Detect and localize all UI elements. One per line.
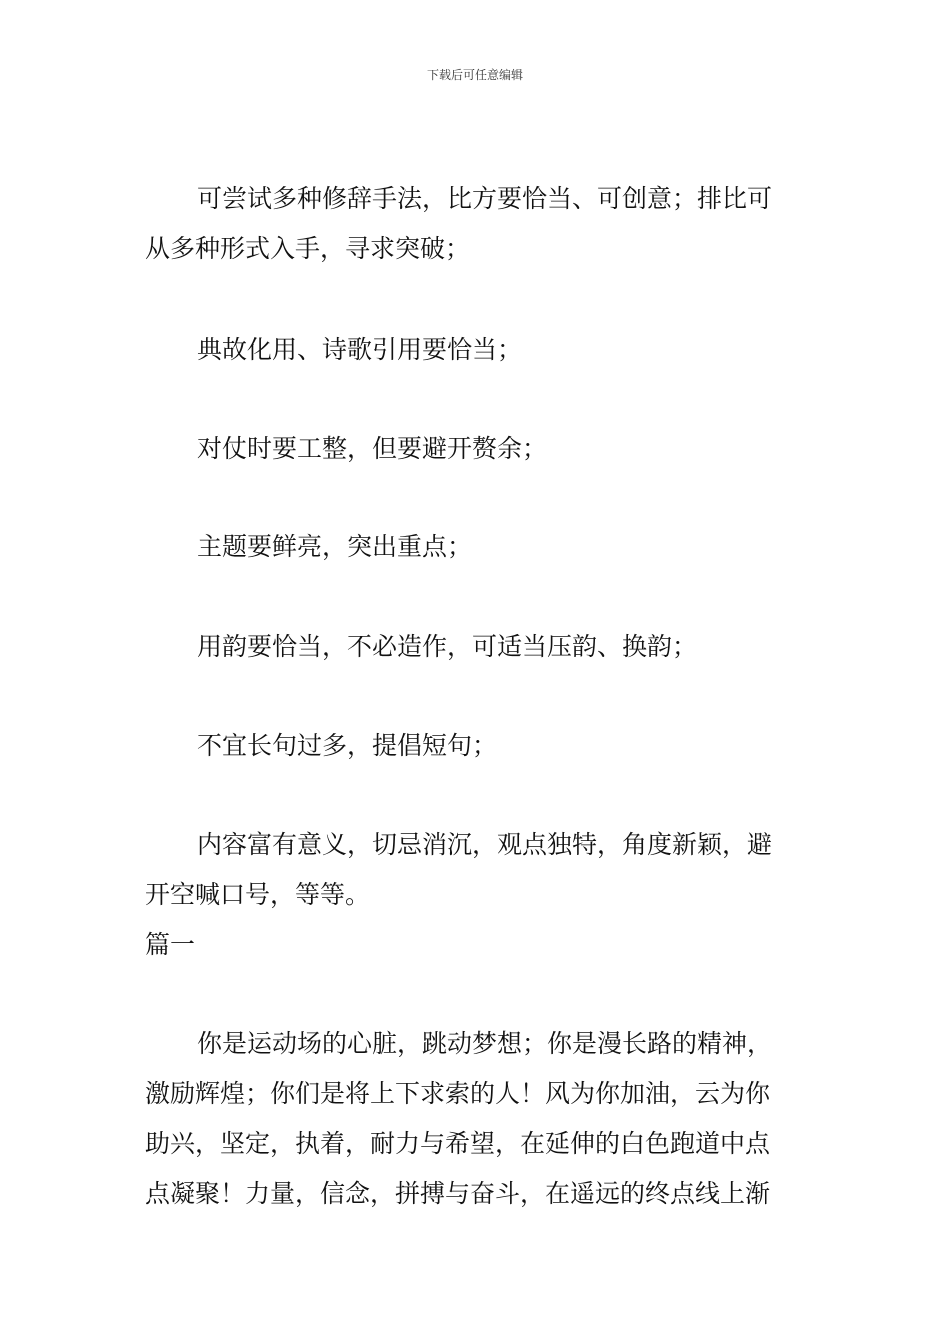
- paragraph-line: 开空喊口号，等等。: [145, 880, 371, 909]
- section-heading: 篇一: [145, 930, 196, 959]
- paragraph-line: 内容富有意义，切忌消沉，观点独特，角度新颖，避: [197, 830, 773, 859]
- paragraph-line: 用韵要恰当，不必造作，可适当压韵、换韵；: [197, 632, 698, 661]
- paragraph-line: 从多种形式入手，寻求突破；: [145, 234, 471, 263]
- paragraph-line: 激励辉煌；你们是将上下求索的人！风为你加油，云为你: [145, 1079, 771, 1108]
- page-header: 下载后可任意编辑: [426, 68, 523, 82]
- paragraph-line: 主题要鲜亮，突出重点；: [197, 532, 473, 561]
- paragraph-line: 可尝试多种修辞手法，比方要恰当、可创意；排比可: [197, 184, 773, 213]
- paragraph-line: 点凝聚！力量，信念，拼搏与奋斗，在遥远的终点线上渐: [145, 1179, 771, 1208]
- paragraph-line: 对仗时要工整，但要避开赘余；: [197, 434, 548, 463]
- paragraph-line: 你是运动场的心脏，跳动梦想；你是漫长路的精神，: [197, 1029, 773, 1058]
- paragraph-line: 典故化用、诗歌引用要恰当；: [197, 335, 523, 364]
- paragraph-line: 不宜长句过多，提倡短句；: [197, 731, 498, 760]
- paragraph-line: 助兴，坚定，执着，耐力与希望，在延伸的白色跑道中点: [145, 1129, 771, 1158]
